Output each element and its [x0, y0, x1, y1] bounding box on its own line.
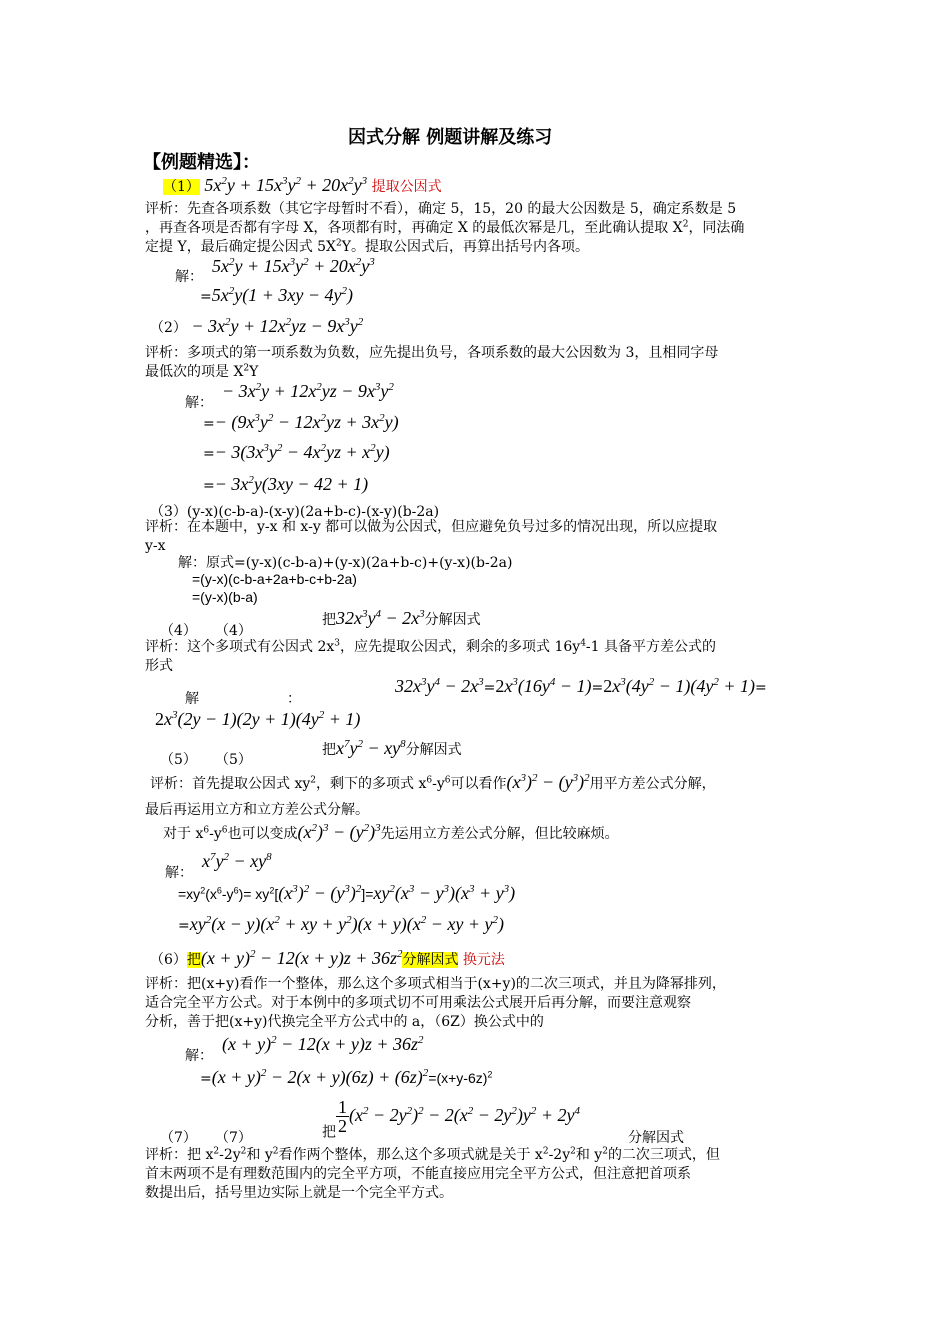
ex1-expression: $5x^2y + 15x^3y^2 + 20x^2y^3$ [204, 175, 368, 195]
ex6-analysis: 评析：把(x+y)看作一个整体，那么这个多项式相当于(x+y)的二次三项式，并且为降幂排列， 适合完全平方公式。对于本例中的多项式切不可用乘法公式展开后再分解，而要注意观察 分析，善于把(x+y)代换完全平方公式中的 a，（6Z）换公式中的 [145, 976, 726, 1030]
ex3-solve: 解：原式=(y-x)(c-b-a)+(y-x)(2a+b-c)+(y-x)(b-2a) [178, 555, 513, 571]
ex2-step1: =− $(9x^3y^2 - 12x^2yz + 3x^2y)$ [203, 412, 399, 432]
ex4-problem: 把$32x^3y^4 - 2x^3$分解因式 [322, 608, 481, 628]
ex4-solve-colon: ： [287, 691, 301, 707]
ex6-step0: $(x + y)^2 - 12(x + y)z + 36z^2$ [222, 1034, 424, 1054]
ex5-label2: （5） [215, 752, 252, 768]
ex4-step0: $32x^3y^4 - 2x^3=2x^3(16y^4 - 1)=2x^3(4y^2 - 1)(4y^2 + 1)=$ [395, 676, 767, 696]
ex5-step0: $x^7y^2 - xy^8$ [202, 851, 272, 871]
section-heading: 【例题精选】： [143, 152, 260, 173]
ex3-step1: =(y-x)(c-b-a+2a+b-c+b-2a) [192, 571, 357, 587]
ex6-step1: $=(x + y)^2 - 2(x + y)(6z) + (6z)^2=(x+y-6z)^2$ [200, 1067, 493, 1087]
page-title: 因式分解 例题讲解及练习 [348, 127, 553, 148]
ex4-analysis: 评析：这个多项式有公因式 $2x^3$，应先提取公因式，剩余的多项式 $16y^4-1$ 具备平方差公式的 形式 [145, 638, 717, 674]
ex1-label: （1） [163, 179, 200, 195]
ex5-label: （5） [160, 752, 197, 768]
ex1-solve-label: 解： [175, 269, 203, 285]
ex5-alternative: 对于 $x^6-y^6$也可以变成$(x^2)^3 - (y^2)^3$先运用立方差公式分解，但比较麻烦。 [163, 822, 619, 842]
ex7-label: （7） [160, 1130, 197, 1146]
ex4-label: （4） [160, 623, 197, 639]
ex2-step2: =− $3(3x^3y^2 - 4x^2yz + x^2y)$ [203, 442, 390, 462]
ex4-step1: $2x^3(2y - 1)(2y + 1)(4y^2 + 1)$ [155, 709, 361, 729]
ex1-method: 提取公因式 [371, 179, 442, 195]
ex5-analysis-l1: 评析：首先提取公因式 $xy^2$，剩下的多项式 $x^6-y^6$可以看作$(x^3)^2 - (y^3)^2$用平方差公式分解， [150, 772, 716, 792]
ex4-label2: （4） [215, 623, 252, 639]
ex3-problem: （3）(y-x)(c-b-a)-(x-y)(2a+b-c)-(x-y)(b-2a) [150, 504, 440, 520]
ex2-problem: $(2) - 3x^2y + 12x^2yz - 9x^3y^2$ [150, 316, 364, 336]
ex5-step1: $=xy^2(x^6-y^6)= xy^2[(x^3)^2 - (y^3)^2]=xy^2(x^3 - y^3)(x^3 + y^3)$ [178, 883, 516, 903]
ex7-problem: 把 $\frac{1}{2}$ $(x^2 - 2y^2)^2 - 2(x^2 - 2y^2)y^2 + 2y^4$ [322, 1097, 581, 1141]
ex6-solve-label: 解： [185, 1048, 213, 1064]
ex2-step3: =− $3x^2y(3xy - 42 + 1)$ [203, 474, 369, 494]
ex1-step1: $=5x^2y(1 + 3xy - 4y^2)$ [200, 285, 353, 305]
ex7-label2: （7） [215, 1130, 252, 1146]
ex2-solve-label: 解： [185, 395, 213, 411]
ex1-analysis: 评析：先查各项系数（其它字母暂时不看），确定 5，15，20 的最大公因数是 5，确定系数是 5 ，再查各项是否都有字母 X，各项都有时，再确定 X 的最低次幂是几，至此确认提取 $X^2$，同法确 定提 Y，最后确定提公因式 $5X^2Y$。提取公因式后，再算出括号内各项。 [145, 201, 745, 255]
ex1-problem [163, 175, 442, 196]
ex7-analysis: 评析：把 $x^2-2y^2$和 $y^2$看作两个整体，那么这个多项式就是关于 $x^2-2y^2$和 $y^2$的二次三项式，但 首末两项不是有理数范围内的完全平方项，不能直接应用完全平方公式，但注意把首项系 数提出后，括号里边实际上就是一个完全平方式。 [145, 1146, 720, 1201]
ex2-step0: − $3x^2y + 12x^2yz - 9x^3y^2$ [222, 381, 394, 401]
ex3-step2: =(y-x)(b-a) [192, 589, 258, 605]
ex5-problem: 把$x^7y^2 - xy^8$分解因式 [322, 738, 462, 758]
ex5-step2: $=xy^2(x - y)(x^2$ + xy + $y^2)(x + y)(x^2$ − xy + $y^2$) [178, 914, 504, 934]
ex7-fraction: $\frac{1}{2}$ [338, 1097, 347, 1136]
ex3-analysis: 评析：在本题中，y-x 和 x-y 都可以做为公因式，但应避免负号过多的情况出现，所以应提取 y-x [145, 519, 718, 554]
ex5-analysis-l2: 最后再运用立方和立方差公式分解。 [145, 802, 369, 818]
ex5-solve-label: 解： [165, 865, 193, 881]
ex1-step0: $5x^2y + 15x^3y^2 + 20x^2y^3$ [212, 256, 375, 276]
ex6-problem: （6）把$(x + y)^2 - 12(x + y)z + 36z^2$分解因式 换元法 [150, 948, 505, 968]
ex2-analysis: 评析：多项式的第一项系数为负数，应先提出负号，各项系数的最大公因数为 3，且相同字母 最低次的项是 $X^2Y$ [145, 345, 719, 380]
ex7-post: 分解因式 [628, 1130, 684, 1146]
ex4-solve-label: 解 [185, 691, 199, 707]
